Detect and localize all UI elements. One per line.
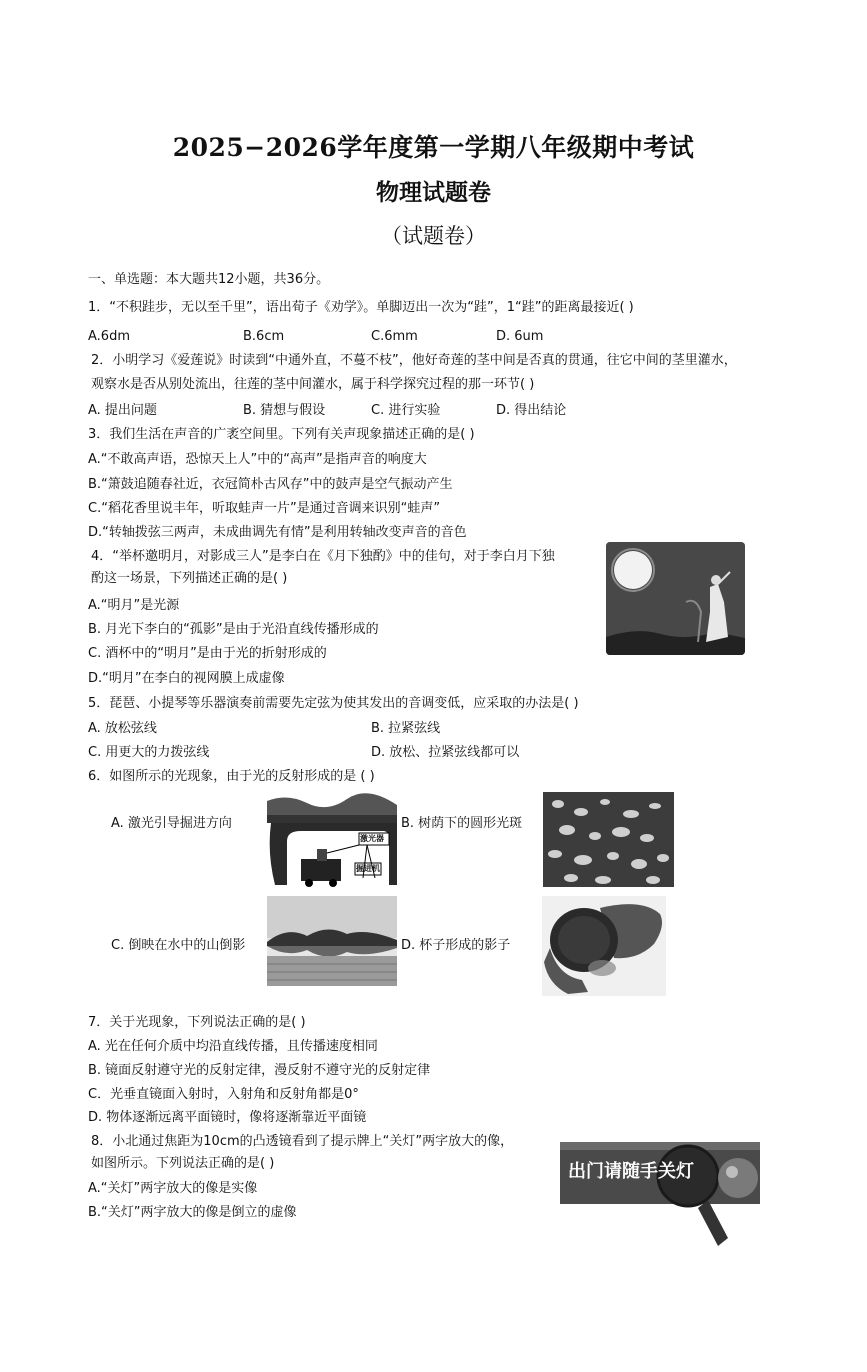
- q4-stem-line2: 酌这一场景，下列描述正确的是( ): [91, 571, 288, 586]
- q2-option-d: D. 得出结论: [496, 403, 567, 418]
- paper-title: 物理试题卷: [376, 179, 491, 206]
- q8-option-a: A.“关灯”两字放大的像是实像: [88, 1181, 258, 1196]
- q6-option-b: B. 树荫下的圆形光斑: [401, 816, 523, 831]
- q5-option-d: D. 放松、拉紧弦线都可以: [371, 745, 520, 760]
- q3-stem: 3．我们生活在声音的广袤空间里。下列有关声现象描述正确的是( ): [88, 427, 475, 442]
- q5-option-b: B. 拉紧弦线: [371, 721, 441, 736]
- q2-option-a: A. 提出问题: [88, 403, 157, 418]
- q7-option-b: B. 镜面反射遵守光的反射定律，漫反射不遵守光的反射定律: [88, 1063, 431, 1078]
- q6-tree-shade-spots-image: [543, 792, 674, 887]
- q4-option-b: B. 月光下李白的“孤影”是由于光沿直线传播形成的: [88, 622, 379, 637]
- q6-option-c: C. 倒映在水中的山倒影: [111, 938, 246, 953]
- q1-stem: 1．“不积跬步，无以至千里”，语出荀子《劝学》。单脚迈出一次为“跬”，1“跬”的距离最接近( ): [88, 300, 634, 315]
- q2-stem-line1: 2．小明学习《爱莲说》时读到“中通外直，不蔓不枝”，他好奇莲的茎中间是否真的贯通，往它中间的茎里灌水，: [91, 353, 737, 368]
- q7-option-c: C．光垂直镜面入射时，入射角和反射角都是0°: [88, 1087, 359, 1102]
- q6-laser-tunnel-image: [267, 793, 397, 888]
- q6-option-a: A. 激光引导掘进方向: [111, 816, 232, 831]
- q1-option-a: A.6dm: [88, 329, 130, 344]
- q6-option-d: D. 杯子形成的影子: [401, 938, 511, 953]
- q3-option-a: A.“不敢高声语，恐惊天上人”中的“高声”是指声音的响度大: [88, 452, 427, 467]
- q7-option-a: A. 光在任何介质中均沿直线传播，且传播速度相同: [88, 1039, 378, 1054]
- q6-cup-shadow-image: [542, 896, 666, 996]
- q2-option-c: C. 进行实验: [371, 403, 441, 418]
- q1-option-d: D. 6um: [496, 329, 544, 344]
- q3-option-d: D.“转轴拨弦三两声，未成曲调先有情”是利用转轴改变声音的音色: [88, 525, 467, 540]
- q1-option-b: B.6cm: [243, 329, 285, 344]
- q4-option-c: C. 酒杯中的“明月”是由于光的折射形成的: [88, 646, 327, 661]
- sign-text: 出门请随手关灯: [568, 1161, 694, 1182]
- paper-note: （试题卷）: [381, 224, 486, 248]
- q4-moon-poet-image: [606, 542, 745, 655]
- q8-stem-line2: 如图所示。下列说法正确的是( ): [91, 1156, 275, 1171]
- q2-stem-line2: 观察水是否从别处流出，往莲的茎中间灌水，属于科学探究过程的那一环节( ): [91, 377, 535, 392]
- q3-option-b: B.“箫鼓追随春社近，衣冠简朴古风存”中的鼓声是空气振动产生: [88, 477, 453, 492]
- q2-option-b: B. 猜想与假设: [243, 403, 326, 418]
- q8-option-b: B.“关灯”两字放大的像是倒立的虚像: [88, 1205, 297, 1220]
- q7-option-d: D. 物体逐渐远离平面镜时，像将逐渐靠近平面镜: [88, 1110, 367, 1125]
- q7-stem: 7．关于光现象，下列说法正确的是( ): [88, 1015, 306, 1030]
- q3-option-c: C.“稻花香里说丰年，听取蛙声一片”是通过音调来识别“蛙声”: [88, 501, 441, 516]
- q5-option-c: C. 用更大的力拨弦线: [88, 745, 210, 760]
- q6-mountain-reflection-image: [267, 896, 397, 986]
- q4-stem-line1: 4．“举杯邀明月，对影成三人”是李白在《月下独酌》中的佳句，对于李白月下独: [91, 549, 555, 564]
- exam-title: 2025−2026学年度第一学期八年级期中考试: [172, 133, 695, 162]
- q5-stem: 5．琵琶、小提琴等乐器演奏前需要先定弦为使其发出的音调变低，应采取的办法是( ): [88, 696, 579, 711]
- q4-option-a: A.“明月”是光源: [88, 598, 180, 613]
- q8-stem-line1: 8．小北通过焦距为10cm的凸透镜看到了提示牌上“关灯”两字放大的像，: [91, 1134, 514, 1149]
- q6-stem: 6．如图所示的光现象，由于光的反射形成的是 ( ): [88, 769, 375, 784]
- tunnel-boring-machine-label: 掘进机: [356, 864, 380, 873]
- q5-option-a: A. 放松弦线: [88, 721, 157, 736]
- q4-option-d: D.“明月”在李白的视网膜上成虚像: [88, 671, 285, 686]
- q1-option-c: C.6mm: [371, 329, 418, 344]
- section-heading: 一、单选题：本大题共12小题，共36分。: [88, 272, 330, 287]
- laser-device-label: 激光器: [360, 834, 384, 843]
- q8-magnifier-sign-image: [558, 1138, 768, 1253]
